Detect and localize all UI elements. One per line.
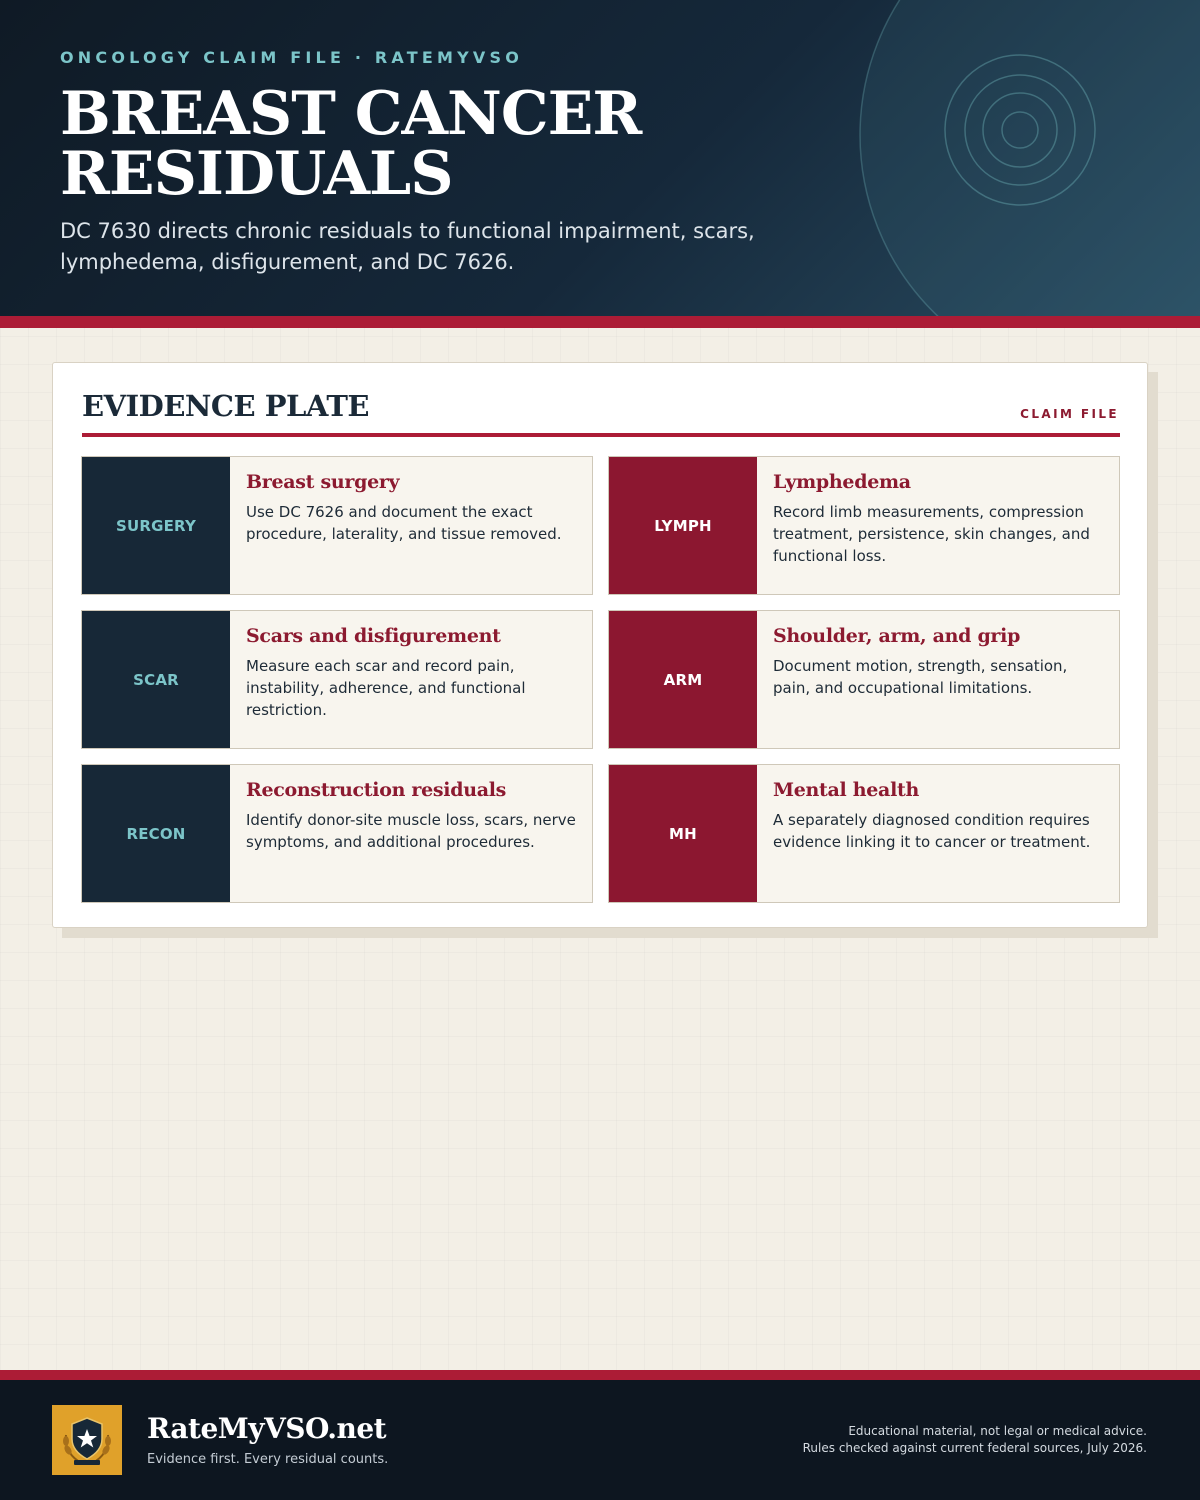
- footer: [0, 1380, 1200, 1500]
- card-text: Record limb measurements, compression treatment, persistence, skin changes, and functional loss.: [773, 503, 1090, 565]
- page-title: [60, 79, 860, 209]
- disclaimer-line-2: Rules checked against current federal sources, July 2026.: [802, 1441, 1147, 1455]
- brand-logo: [52, 1405, 122, 1475]
- header-divider: [0, 316, 1200, 328]
- card-code: LYMPH: [609, 457, 757, 594]
- card-text: Identify donor-site muscle loss, scars, nerve symptoms, and additional procedures.: [246, 811, 576, 851]
- card-code: MH: [609, 765, 757, 902]
- card-scar: [81, 610, 593, 749]
- card-lymph: [608, 456, 1120, 595]
- footer-divider: [0, 1370, 1200, 1380]
- disclaimer: [727, 1423, 1147, 1457]
- panel-rule: [82, 433, 1120, 437]
- card-title: Mental health: [773, 779, 919, 801]
- card-surgery: [81, 456, 593, 595]
- evidence-panel: [52, 362, 1148, 928]
- page-title-line-1: BREAST CANCER: [60, 79, 642, 149]
- card-code: SURGERY: [82, 457, 230, 594]
- shield-star-laurel-icon: [52, 1405, 122, 1475]
- disclaimer-line-1: Educational material, not legal or medical advice.: [848, 1424, 1147, 1438]
- panel-tag: CLAIM FILE: [1020, 407, 1119, 421]
- card-recon: [81, 764, 593, 903]
- header-kicker: ONCOLOGY CLAIM FILE · RATEMYVSO: [60, 48, 524, 67]
- page-title-line-2: RESIDUALS: [60, 139, 453, 209]
- card-mental-health: [608, 764, 1120, 903]
- card-title: Shoulder, arm, and grip: [773, 625, 1021, 647]
- card-arm: [608, 610, 1120, 749]
- card-body: [773, 779, 1107, 853]
- card-title: Scars and disfigurement: [246, 625, 501, 647]
- card-text: Measure each scar and record pain, instability, adherence, and functional restriction.: [246, 657, 526, 719]
- card-text: Document motion, strength, sensation, pain, and occupational limitations.: [773, 657, 1068, 697]
- card-body: [246, 471, 580, 545]
- card-body: [246, 779, 580, 853]
- header-banner: [0, 0, 1200, 316]
- card-code: ARM: [609, 611, 757, 748]
- card-title: Breast surgery: [246, 471, 400, 493]
- card-title: Lymphedema: [773, 471, 911, 493]
- card-body: [246, 625, 580, 721]
- card-text: Use DC 7626 and document the exact procedure, laterality, and tissue removed.: [246, 503, 562, 543]
- card-body: [773, 625, 1107, 699]
- card-code: SCAR: [82, 611, 230, 748]
- card-body: [773, 471, 1107, 567]
- panel-title: EVIDENCE PLATE: [82, 389, 370, 423]
- card-code: RECON: [82, 765, 230, 902]
- page-subtitle: DC 7630 directs chronic residuals to functional impairment, scars, lymphedema, disfigurement, and DC 7626.: [60, 219, 755, 274]
- card-text: A separately diagnosed condition requires evidence linking it to cancer or treatment.: [773, 811, 1091, 851]
- brand-name: RateMyVSO.net: [147, 1412, 387, 1445]
- card-title: Reconstruction residuals: [246, 779, 507, 801]
- brand-tagline: Evidence first. Every residual counts.: [147, 1452, 389, 1467]
